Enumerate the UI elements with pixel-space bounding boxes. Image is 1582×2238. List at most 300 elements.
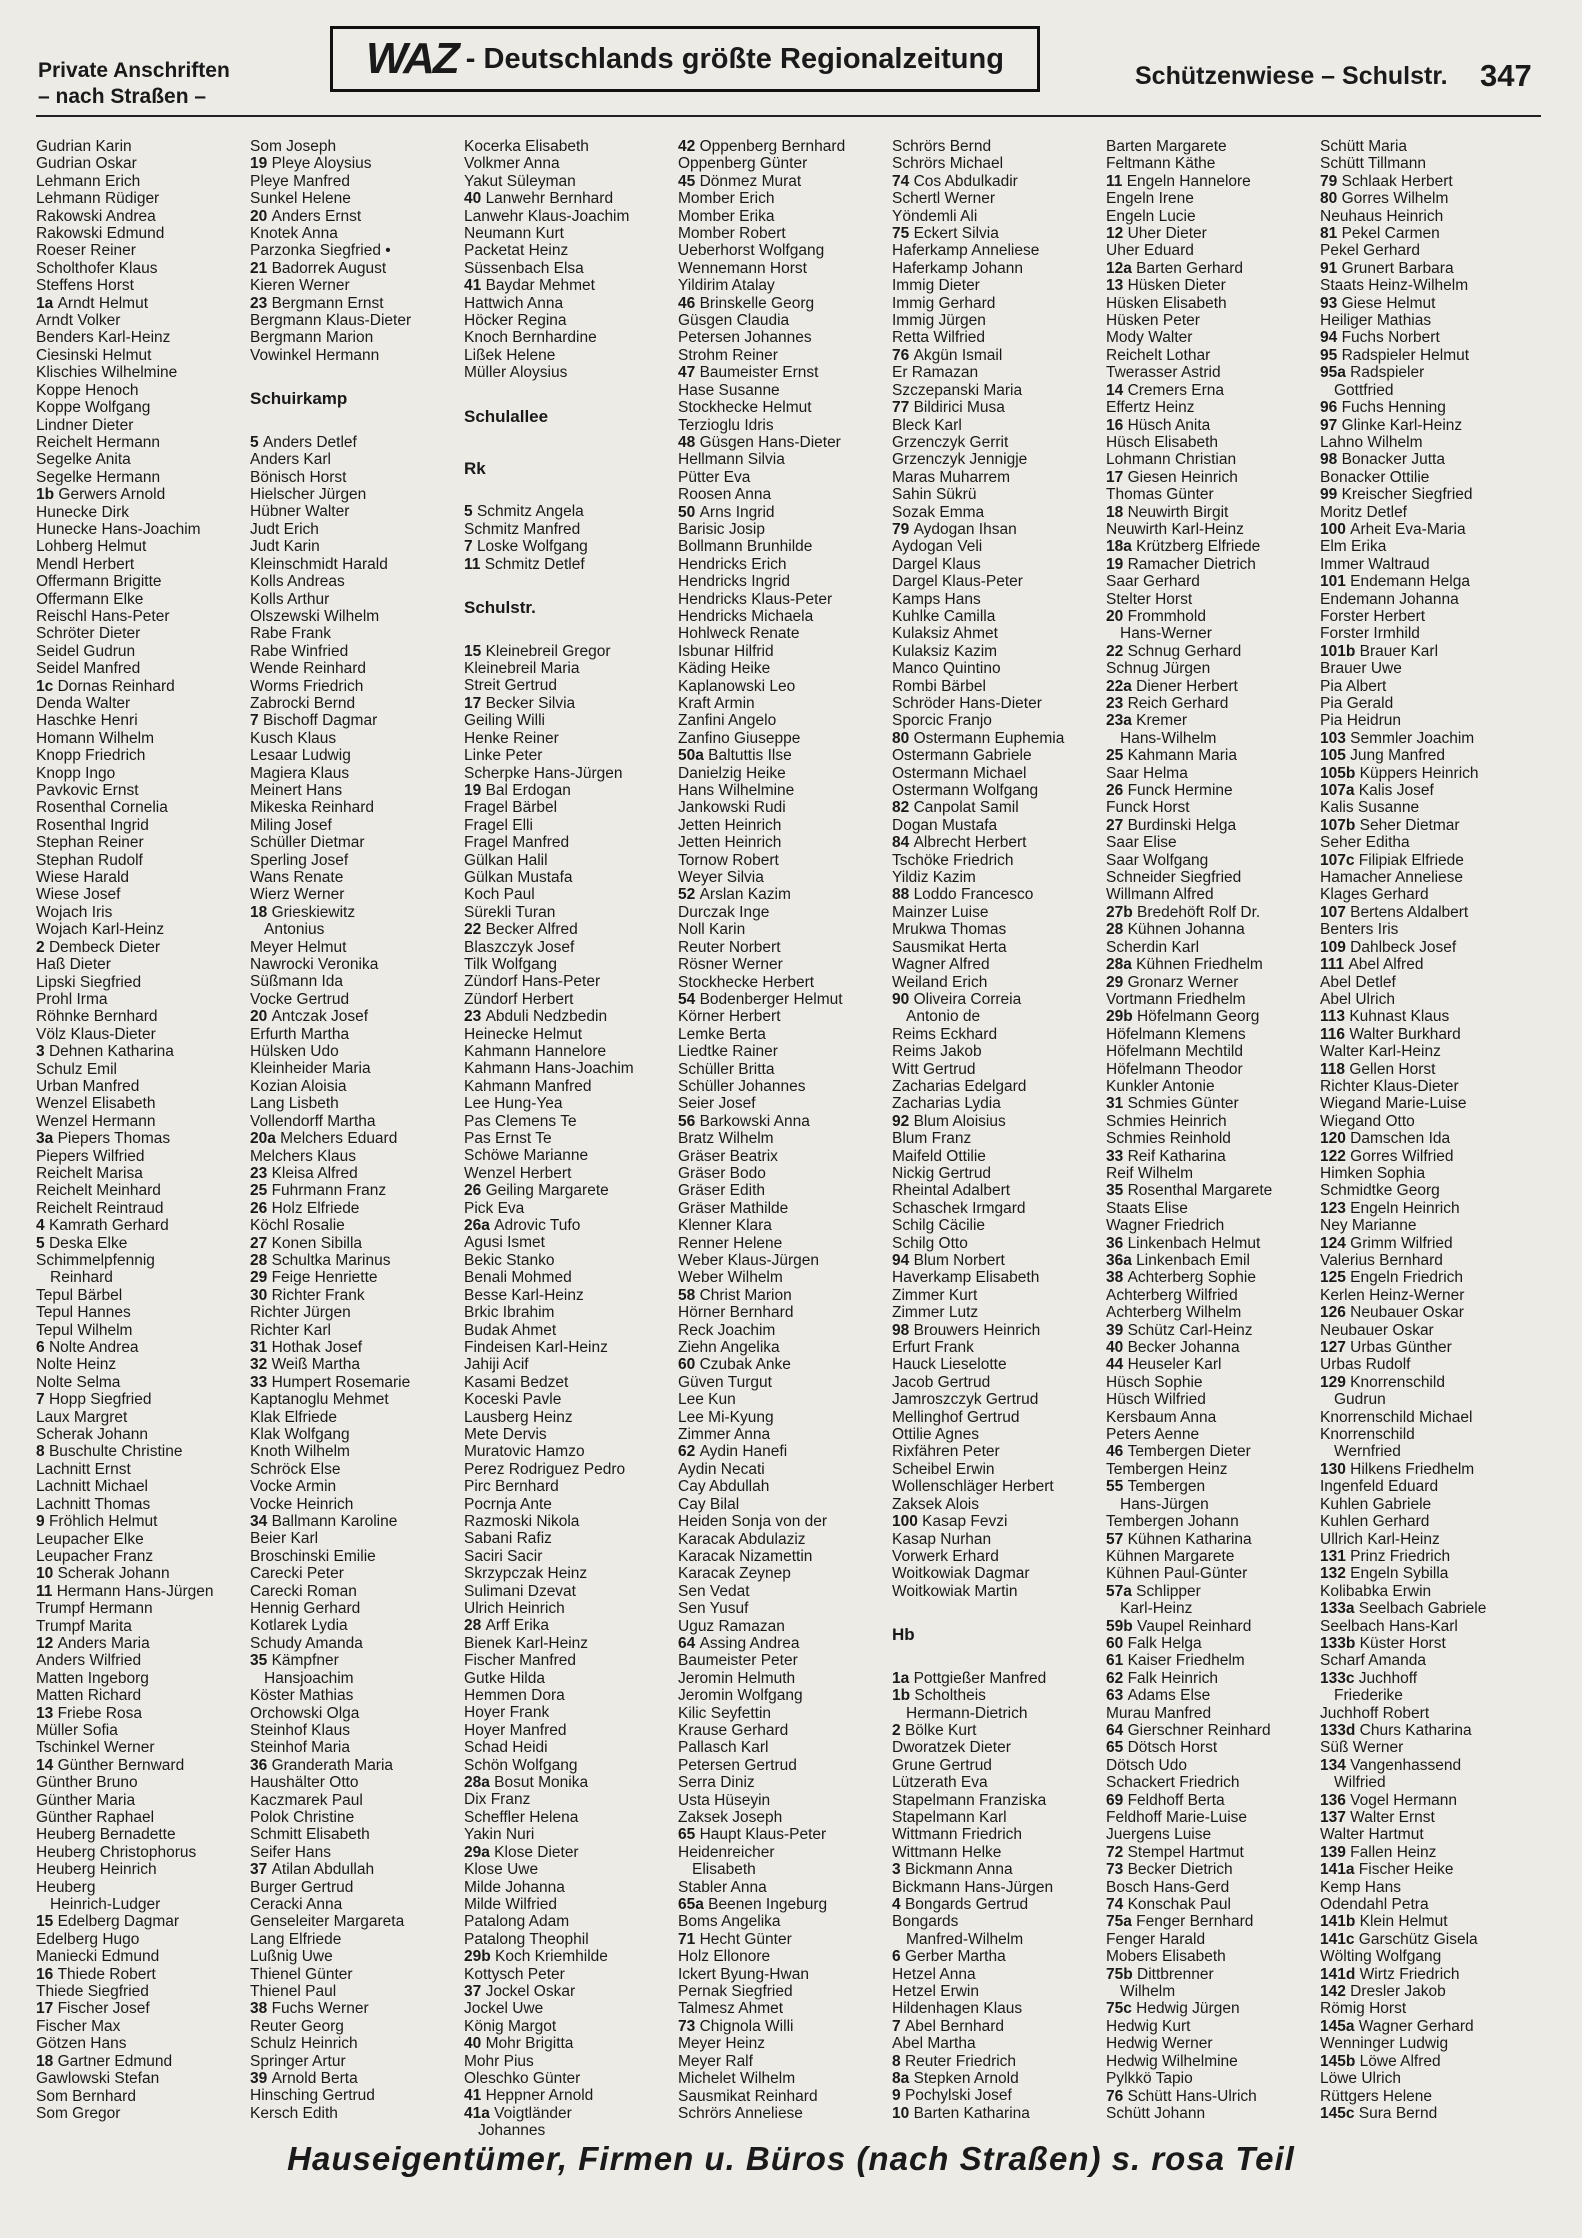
resident-name: Dönmez Murat xyxy=(699,172,802,190)
resident-name: Gronarz Werner xyxy=(1127,973,1239,991)
resident-entry xyxy=(1106,469,1320,486)
house-number: 11 xyxy=(36,1582,57,1600)
resident-entry: Mody Walter xyxy=(1106,329,1193,347)
resident-entry: Immig Gerhard xyxy=(892,294,996,312)
resident-entry: Aydogan Veli xyxy=(892,538,983,556)
resident-entry: Reichelt Reintraud xyxy=(36,1199,164,1217)
resident-entry: Tepul Bärbel xyxy=(36,1286,123,1304)
resident-entry xyxy=(36,2053,250,2070)
house-number: 19 xyxy=(250,155,272,173)
resident-name: Oliveira Correia xyxy=(913,990,1022,1008)
resident-name-continuation: Johannes xyxy=(478,2122,546,2140)
resident-entry: Dargel Klaus-Peter xyxy=(892,573,1023,591)
resident-entry xyxy=(250,1165,464,1182)
resident-name-continuation: Hans-Jürgen xyxy=(1120,1495,1209,1513)
resident-entry xyxy=(1106,1531,1320,1548)
resident-entry xyxy=(1320,486,1534,503)
resident-entry: Knorrenschild Michael xyxy=(1320,1408,1473,1426)
resident-entry: Dogan Mustafa xyxy=(892,816,998,834)
resident-entry: Hüsch Wilfried xyxy=(1106,1391,1206,1409)
resident-entry: Saciri Sacir xyxy=(464,1547,543,1565)
resident-entry xyxy=(1106,504,1320,521)
resident-entry: Mohr Pius xyxy=(464,2052,534,2070)
resident-entry: Engeln Irene xyxy=(1106,190,1194,208)
resident-entry: Schaschek Irmgard xyxy=(892,1199,1026,1217)
house-number: 134 xyxy=(1320,1756,1351,1774)
resident-entry: Hoyer Frank xyxy=(464,1704,550,1722)
house-number: 75c xyxy=(1106,2000,1137,2018)
resident-entry xyxy=(1106,1008,1320,1025)
house-number: 57 xyxy=(1106,1530,1128,1548)
spacer xyxy=(892,1600,1106,1617)
resident-name: Vaupel Reinhard xyxy=(1137,1617,1252,1635)
resident-entry: Muratovic Hamzo xyxy=(464,1443,585,1461)
resident-entry xyxy=(250,155,464,172)
resident-name: Akgün Ismail xyxy=(913,346,1003,364)
resident-entry: Hendricks Michaela xyxy=(678,607,814,625)
resident-entry: Judt Karin xyxy=(250,538,320,556)
resident-entry: Knoch Bernhardine xyxy=(464,329,597,347)
resident-name: Bredehöft Rolf Dr. xyxy=(1137,903,1261,921)
resident-entry xyxy=(1320,1061,1534,1078)
resident-name: Arndt Helmut xyxy=(57,294,149,312)
house-number: 105b xyxy=(1320,764,1360,782)
house-number: 25 xyxy=(250,1182,272,1200)
resident-entry xyxy=(1106,678,1320,695)
resident-entry: Trumpf Marita xyxy=(36,1617,132,1635)
resident-entry: Hunecke Dirk xyxy=(36,503,130,521)
directory-column xyxy=(678,138,892,2128)
resident-name: Buschulte Christine xyxy=(48,1443,183,1461)
resident-entry xyxy=(1106,1652,1320,1669)
resident-name: Bonacker Jutta xyxy=(1341,451,1445,469)
resident-entry xyxy=(250,1130,464,1147)
resident-name: Hecht Günter xyxy=(699,1930,792,1948)
resident-name: Knorrenschild xyxy=(1350,1373,1445,1391)
page-number: 347 xyxy=(1480,58,1532,93)
house-number: 2 xyxy=(892,1721,905,1739)
house-number: 5 xyxy=(36,1234,49,1252)
resident-entry: Steinhof Maria xyxy=(250,1739,350,1757)
resident-entry: Ullrich Karl-Heinz xyxy=(1320,1530,1440,1548)
resident-entry: Pia Albert xyxy=(1320,677,1387,695)
resident-entry: Trumpf Hermann xyxy=(36,1600,153,1618)
resident-entry: Skrzypczak Heinz xyxy=(464,1565,588,1583)
spacer xyxy=(892,1652,1106,1669)
resident-entry: Milde Wilfried xyxy=(464,1895,558,1913)
resident-entry: Lee Kun xyxy=(678,1391,736,1409)
resident-entry: Süßmann Ida xyxy=(250,973,344,991)
resident-entry: Genseleiter Margareta xyxy=(250,1913,405,1931)
resident-entry: Er Ramazan xyxy=(892,364,979,382)
house-number: 18 xyxy=(250,903,272,921)
house-number: 6 xyxy=(36,1339,49,1357)
resident-entry xyxy=(1106,1095,1320,1112)
house-number: 12 xyxy=(36,1634,58,1652)
house-number: 9 xyxy=(892,2087,905,2105)
resident-name-continuation: Antonius xyxy=(264,921,325,939)
house-number: 21 xyxy=(250,259,272,277)
resident-entry: Stapelmann Franziska xyxy=(892,1791,1047,1809)
resident-name: Badorrek August xyxy=(271,259,387,277)
resident-entry: Nickig Gertrud xyxy=(892,1164,992,1182)
resident-entry: Dworatzek Dieter xyxy=(892,1739,1011,1757)
waz-logo: WAZ xyxy=(366,34,458,83)
resident-entry: Kuhlen Gabriele xyxy=(1320,1495,1432,1513)
resident-entry xyxy=(1320,573,1534,590)
resident-entry: Walter Hartmut xyxy=(1320,1826,1424,1844)
resident-entry xyxy=(1106,277,1320,294)
resident-name: Heuseler Karl xyxy=(1127,1356,1222,1374)
house-number: 141b xyxy=(1320,1913,1360,1931)
resident-name: Brauer Karl xyxy=(1359,642,1439,660)
house-number: 20 xyxy=(250,207,272,225)
resident-entry: Schrörs Michael xyxy=(892,155,1004,173)
resident-name-continuation: Hansjoachim xyxy=(264,1669,354,1687)
resident-entry: Reichelt Marisa xyxy=(36,1164,143,1182)
house-number: 98 xyxy=(1320,451,1342,469)
resident-entry: Valerius Bernhard xyxy=(1320,1252,1443,1269)
resident-entry: Immer Waltraud xyxy=(1320,555,1430,573)
resident-entry: Twerasser Astrid xyxy=(1106,364,1221,382)
resident-name: Kämpfner xyxy=(271,1652,339,1670)
resident-entry: Gutke Hilda xyxy=(464,1669,545,1687)
resident-entry: Gülkan Halil xyxy=(464,851,548,869)
directory-column xyxy=(892,138,1106,2128)
resident-entry: Heuberg xyxy=(36,1878,96,1896)
resident-name: Schütt Hans-Ulrich xyxy=(1127,2087,1257,2105)
resident-name: Aydin Hanefi xyxy=(699,1443,788,1461)
resident-entry: Röhnke Bernhard xyxy=(36,1008,158,1026)
resident-entry: Ostermann Michael xyxy=(892,764,1027,782)
resident-entry: Lachnitt Thomas xyxy=(36,1495,151,1513)
resident-entry xyxy=(1320,225,1534,242)
resident-entry: Weber Wilhelm xyxy=(678,1269,783,1287)
resident-name: Reich Gerhard xyxy=(1127,695,1229,712)
resident-entry: Reichelt Hermann xyxy=(36,433,161,451)
resident-entry: Schrörs Bernd xyxy=(892,138,992,155)
house-number: 133c xyxy=(1320,1669,1359,1687)
house-number: 41a xyxy=(464,2104,495,2122)
resident-entry xyxy=(892,2018,1106,2035)
resident-entry: Offermann Elke xyxy=(36,590,144,608)
resident-entry: Kerlen Heinz-Werner xyxy=(1320,1286,1465,1304)
resident-entry: Kaczmarek Paul xyxy=(250,1791,363,1809)
house-number: 9 xyxy=(36,1513,49,1531)
resident-entry xyxy=(1106,1670,1320,1687)
resident-entry: Kahmann Hans-Joachim xyxy=(464,1060,634,1078)
resident-entry: Vocke Heinrich xyxy=(250,1495,354,1513)
resident-entry: Nawrocki Veronika xyxy=(250,956,379,974)
house-number: 71 xyxy=(678,1930,700,1948)
resident-entry: Ostermann Wolfgang xyxy=(892,782,1039,800)
resident-entry: Schneider Siegfried xyxy=(1106,869,1242,887)
spacer xyxy=(464,434,678,451)
resident-name-continuation: Wilfried xyxy=(1334,1774,1386,1792)
resident-entry: Ingenfeld Eduard xyxy=(1320,1478,1439,1496)
resident-entry xyxy=(892,991,1106,1008)
resident-name: Scherak Johann xyxy=(57,1565,170,1583)
house-number: 136 xyxy=(1320,1791,1351,1809)
resident-entry: Klose Uwe xyxy=(464,1861,539,1879)
resident-entry: Schilg Otto xyxy=(892,1234,968,1252)
resident-name: Assing Andrea xyxy=(699,1634,800,1652)
resident-name: Koch Kriemhilde xyxy=(495,1948,608,1966)
resident-entry: Klischies Wilhelmine xyxy=(36,364,178,382)
resident-entry: Thiede Siegfried xyxy=(36,1983,149,2001)
house-number: 13 xyxy=(36,1704,58,1722)
resident-entry: Mete Dervis xyxy=(464,1425,547,1443)
resident-name: Albrecht Herbert xyxy=(913,834,1027,852)
resident-name: Fuchs Henning xyxy=(1341,399,1446,417)
resident-entry: Gräser Beatrix xyxy=(678,1147,778,1165)
resident-entry: Sozak Emma xyxy=(892,503,985,521)
resident-entry: Vortmann Friedhelm xyxy=(1106,990,1246,1008)
resident-entry: Hase Susanne xyxy=(678,381,780,399)
resident-entry: Feltmann Käthe xyxy=(1106,155,1216,173)
resident-name: Kuhnast Klaus xyxy=(1349,1008,1450,1026)
resident-entry xyxy=(464,1617,678,1634)
resident-name: Blum Aloisius xyxy=(913,1112,1006,1130)
resident-entry: Reichelt Meinhard xyxy=(36,1182,161,1200)
resident-entry xyxy=(36,1217,250,1234)
resident-entry: Wittmann Friedrich xyxy=(892,1826,1023,1844)
resident-name: Abduli Nedzbedin xyxy=(485,1008,608,1026)
resident-entry: Worms Friedrich xyxy=(250,677,364,695)
resident-entry: Juchhoff Robert xyxy=(1320,1704,1430,1722)
resident-entry: Heidenreicher xyxy=(678,1843,775,1861)
house-number: 18a xyxy=(1106,538,1137,556)
resident-name: Kühnen Johanna xyxy=(1127,921,1245,939)
spacer xyxy=(464,625,678,642)
resident-entry: Broschinski Emilie xyxy=(250,1547,376,1565)
resident-entry: Koppe Henoch xyxy=(36,381,139,399)
house-number: 73 xyxy=(1106,1861,1128,1879)
resident-entry: Römig Horst xyxy=(1320,2000,1407,2018)
section-label-line1: Private Anschriften xyxy=(38,59,230,82)
house-number: 139 xyxy=(1320,1843,1351,1861)
resident-entry xyxy=(892,1861,1106,1878)
resident-entry xyxy=(678,295,892,312)
resident-entry: Wans Renate xyxy=(250,869,344,887)
house-number: 73 xyxy=(678,2017,700,2035)
resident-entry xyxy=(250,2000,464,2017)
resident-name: Diener Herbert xyxy=(1136,677,1238,695)
resident-entry: Kuhlen Gerhard xyxy=(1320,1513,1430,1531)
resident-entry xyxy=(36,1235,250,1252)
house-number: 141d xyxy=(1320,1965,1360,1983)
house-number: 141c xyxy=(1320,1930,1359,1948)
resident-entry: Abel Detlef xyxy=(1320,973,1396,991)
resident-entry: Abel Martha xyxy=(892,2035,976,2053)
resident-entry xyxy=(1320,1844,1534,1861)
resident-entry: Sabani Rafiz xyxy=(464,1530,552,1548)
resident-entry xyxy=(1320,295,1534,312)
resident-entry xyxy=(1320,852,1534,869)
resident-entry: Murau Manfred xyxy=(1106,1704,1212,1722)
resident-name: Prinz Friedrich xyxy=(1350,1547,1451,1565)
resident-name: Fallen Heinz xyxy=(1350,1843,1437,1861)
resident-entry: Retta Wilfried xyxy=(892,329,986,347)
resident-name: Reif Katharina xyxy=(1127,1147,1226,1165)
resident-entry: Güsgen Claudia xyxy=(678,312,790,330)
resident-entry xyxy=(892,799,1106,816)
resident-entry: Ickert Byung-Hwan xyxy=(678,1965,809,1983)
resident-entry: Rombi Bärbel xyxy=(892,677,986,695)
house-number: 90 xyxy=(892,990,914,1008)
resident-name: Hilkens Friedhelm xyxy=(1350,1460,1475,1478)
house-number: 10 xyxy=(892,2104,914,2122)
resident-entry: Sahin Sükrü xyxy=(892,486,977,504)
resident-entry: Blaszczyk Josef xyxy=(464,938,575,956)
resident-entry: Schulz Heinrich xyxy=(250,2035,358,2053)
resident-entry: Hans Wilhelmine xyxy=(678,782,795,800)
resident-entry: Gudrian Karin xyxy=(36,138,132,155)
resident-entry xyxy=(464,695,678,712)
resident-entry: Himken Sophia xyxy=(1320,1164,1426,1182)
resident-entry: Knoth Wilhelm xyxy=(250,1443,350,1461)
resident-entry: Jetten Heinrich xyxy=(678,816,782,834)
resident-entry xyxy=(1106,1844,1320,1861)
resident-entry: Endemann Johanna xyxy=(1320,590,1459,608)
resident-entry: Heuberg Christophorus xyxy=(36,1843,197,1861)
house-number: 97 xyxy=(1320,416,1342,434)
house-number: 65a xyxy=(678,1896,709,1914)
house-number: 131 xyxy=(1320,1547,1351,1565)
resident-name: Vangenhassend xyxy=(1350,1756,1462,1774)
house-number: 100 xyxy=(1320,520,1351,538)
resident-entry xyxy=(1320,1565,1534,1582)
resident-entry xyxy=(1106,260,1320,277)
resident-name-continuation: Antonio de xyxy=(906,1008,981,1026)
resident-entry: Gräser Bodo xyxy=(678,1164,766,1182)
resident-entry: Kunkler Antonie xyxy=(1106,1077,1215,1095)
resident-entry xyxy=(36,1130,250,1147)
resident-name: Kaiser Friedhelm xyxy=(1127,1652,1245,1670)
resident-name: Rosenthal Margarete xyxy=(1127,1182,1273,1200)
resident-entry: Heiliger Mathias xyxy=(1320,312,1432,330)
resident-entry xyxy=(892,2070,1106,2087)
resident-name: Dresler Jakob xyxy=(1350,1983,1446,2001)
resident-entry: Kaplanowski Leo xyxy=(678,677,796,695)
resident-entry: Klak Elfriede xyxy=(250,1408,338,1426)
house-number: 17 xyxy=(464,694,486,712)
resident-name: Engeln Hannelore xyxy=(1126,172,1251,190)
resident-entry: Dix Franz xyxy=(464,1791,531,1809)
resident-name: Hermann Hans-Jürgen xyxy=(56,1582,214,1600)
resident-entry: Pirc Bernhard xyxy=(464,1478,559,1496)
resident-name: Burdinski Helga xyxy=(1127,816,1237,834)
resident-entry: Zimmer Lutz xyxy=(892,1304,979,1322)
resident-name-continuation: Karl-Heinz xyxy=(1120,1600,1193,1618)
house-number: 93 xyxy=(1320,294,1342,312)
street-heading: Schuirkamp xyxy=(250,389,348,409)
resident-entry: Segelke Anita xyxy=(36,451,131,469)
resident-name: Reuter Friedrich xyxy=(904,2052,1017,2070)
resident-name: Kamrath Gerhard xyxy=(48,1217,169,1235)
resident-entry: Engeln Lucie xyxy=(1106,207,1196,225)
resident-name: Stepken Arnold xyxy=(913,2070,1019,2088)
resident-entry: Hellmann Silvia xyxy=(678,451,785,469)
resident-entry: Terzioglu Idris xyxy=(678,416,774,434)
resident-entry: Stockhecke Herbert xyxy=(678,973,815,991)
resident-entry: Uguz Ramazan xyxy=(678,1617,785,1635)
resident-entry: Höfelmann Theodor xyxy=(1106,1060,1243,1078)
resident-entry: Götzen Hans xyxy=(36,2035,127,2053)
resident-entry xyxy=(1106,1443,1320,1460)
resident-entry: Hetzel Anna xyxy=(892,1965,976,1983)
resident-name: Churs Katharina xyxy=(1359,1721,1472,1739)
resident-entry: Scheibel Erwin xyxy=(892,1460,995,1478)
resident-entry xyxy=(1320,1635,1534,1652)
house-number: 79 xyxy=(892,520,914,538)
house-number: 98 xyxy=(892,1321,914,1339)
resident-entry: Bergmann Klaus-Dieter xyxy=(250,312,412,330)
resident-entry: Milde Johanna xyxy=(464,1878,565,1896)
house-number: 36a xyxy=(1106,1252,1137,1269)
house-number: 60 xyxy=(1106,1634,1128,1652)
resident-entry: Pia Heidrun xyxy=(1320,712,1401,730)
resident-entry: Rösner Werner xyxy=(678,956,783,974)
house-number: 29a xyxy=(464,1843,495,1861)
resident-entry: Richter Klaus-Dieter xyxy=(1320,1077,1459,1095)
resident-entry: Koppe Wolfgang xyxy=(36,399,151,417)
resident-entry xyxy=(1320,260,1534,277)
resident-name: Pottgießer Manfred xyxy=(913,1669,1047,1687)
resident-entry xyxy=(892,1722,1106,1739)
resident-entry xyxy=(250,295,464,312)
resident-entry: Koceski Pavle xyxy=(464,1391,562,1409)
resident-name: Konen Sibilla xyxy=(271,1234,363,1252)
resident-entry: Tilk Wolfgang xyxy=(464,955,558,973)
resident-entry xyxy=(1106,225,1320,242)
house-number: 23a xyxy=(1106,712,1137,730)
house-number: 35 xyxy=(250,1652,272,1670)
resident-entry xyxy=(1320,1461,1534,1478)
resident-name: Schmitz Angela xyxy=(476,503,584,521)
resident-name: Kühnen Friedhelm xyxy=(1136,956,1263,974)
resident-entry: Lee Hung-Yea xyxy=(464,1095,563,1113)
resident-entry: Streit Gertrud xyxy=(464,677,558,695)
resident-entry xyxy=(892,1896,1106,1913)
resident-entry: Käding Heike xyxy=(678,660,771,678)
house-number: 84 xyxy=(892,834,914,852)
resident-entry xyxy=(892,1687,1106,1704)
resident-name-continuation: Manfred-Wilhelm xyxy=(906,1930,1024,1948)
resident-entry xyxy=(250,1008,464,1025)
resident-entry: Kaptanoglu Mehmet xyxy=(250,1391,389,1409)
resident-entry xyxy=(250,1200,464,1217)
house-number: 28 xyxy=(250,1251,272,1269)
resident-entry: Thienel Paul xyxy=(250,1983,337,2001)
house-number: 75 xyxy=(892,225,914,243)
house-number: 7 xyxy=(892,2017,905,2035)
resident-entry: Perez Rodriguez Pedro xyxy=(464,1460,626,1478)
resident-entry xyxy=(464,2087,678,2104)
resident-entry: Abel Ulrich xyxy=(1320,990,1395,1008)
house-number: 17 xyxy=(1106,468,1128,486)
resident-name: Abel Bernhard xyxy=(904,2017,1005,2035)
resident-entry: Carecki Peter xyxy=(250,1565,344,1583)
resident-entry: Beier Karl xyxy=(250,1530,319,1548)
house-number: 58 xyxy=(678,1286,700,1304)
resident-entry: Ceracki Anna xyxy=(250,1895,343,1913)
resident-entry xyxy=(892,834,1106,851)
resident-entry: Neuhaus Heinrich xyxy=(1320,207,1444,225)
resident-entry: Günther Raphael xyxy=(36,1809,155,1826)
resident-entry: Sen Yusuf xyxy=(678,1600,749,1618)
house-number: 8 xyxy=(36,1443,49,1461)
